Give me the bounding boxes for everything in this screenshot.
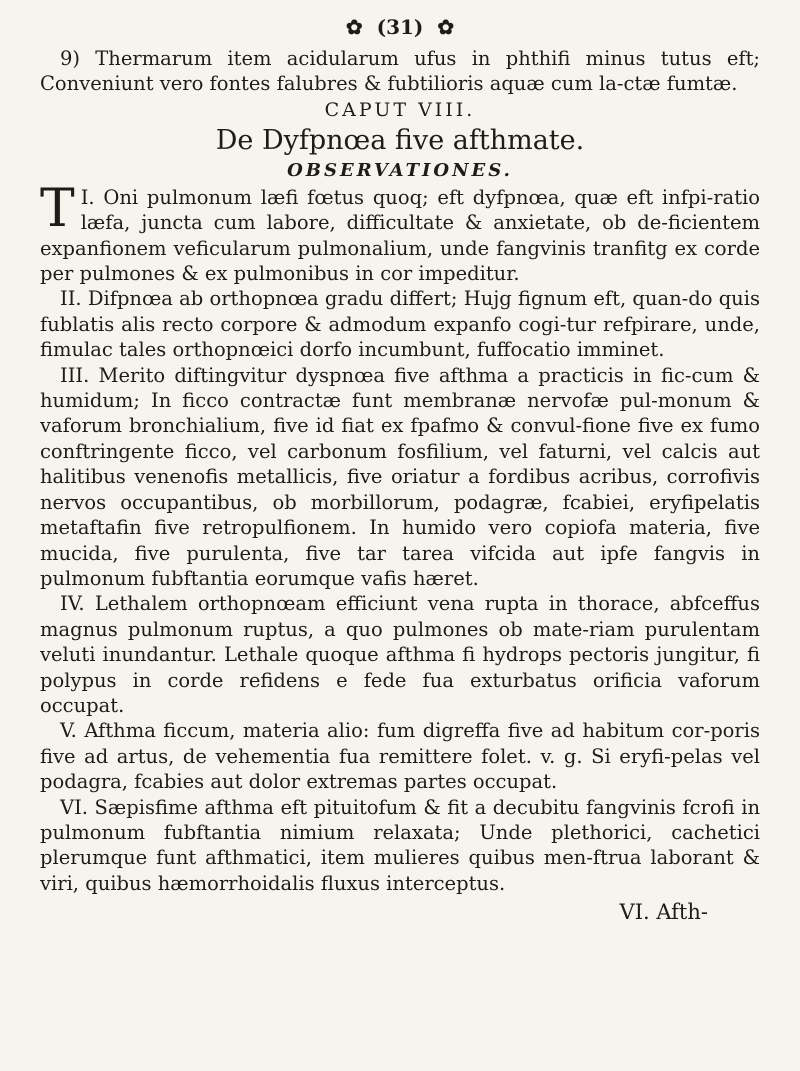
observation-6: [40, 795, 760, 897]
catchword: VI. Afth-: [619, 900, 708, 925]
text-block: [40, 46, 760, 926]
observations-heading: OBSERVATIONES.: [287, 159, 513, 181]
observation-5: [40, 718, 760, 794]
flower-ornament-icon: ✿: [437, 15, 455, 39]
page-header: [40, 8, 760, 46]
page-number: (31): [376, 15, 424, 39]
observation-2: [40, 286, 760, 362]
observation-text: Afthma ficcum, materia alio: fum digreffa five ad habitum cor-poris five ad artus, de vehementia fua remittere folet. v. g. Si eryfi-pelas vel podagra, fcabies aut dolor extremas partes occupat.: [40, 719, 760, 794]
observation-4: [40, 591, 760, 718]
intro-paragraph: 9) Thermarum item acidularum ufus in phthifi minus tutus eft; Conveniunt vero fontes falubres & fubtilioris aquæ cum la-ctæ fumtæ.: [40, 47, 760, 96]
observation-1: [40, 178, 761, 287]
observation-number: IV.: [60, 592, 85, 616]
observation-number: III.: [60, 363, 90, 387]
observation-3: [40, 363, 760, 592]
observation-number: I.: [80, 185, 95, 209]
drop-cap: T: [40, 178, 75, 239]
observation-number: V.: [60, 719, 77, 743]
observation-text: Merito diftingvitur dyspnœa five afthma a practicis in fic-cum & humidum; In ficco contractæ funt membranæ nervofæ pul-monum & vaforum bronchialium, five id fiat ex fpafmo & convul-fione five ex fumo conftringente ficco, vel carbonum fosfilium, vel faturni, vel calcis aut halitibus venenofis metallicis, five oriatur a fordibus acribus, corrofivis nervos occupantibus, ob morbillorum, podagræ, fcabiei, eryfipelatis metaftafin five retropulfionem. In humido vero copiofa materia, five mucida, five purulenta, five tar tarea vifcida aut ipfe fangvis in pulmonum fubftantia eorumque vafis hæret.: [40, 363, 760, 590]
observation-text: Oni pulmonum læfi fœtus quoq; eft dyfpnœa, quæ eft infpi-ratio læfa, juncta cum labore, difficultate & anxietate, ob de-ficientem expanfionem veficularum pulmonalium, unde fangvinis tranfitg ex corde per pulmones & ex pulmonibus in cor impeditur.: [40, 185, 761, 286]
observation-number: VI.: [60, 795, 88, 819]
chapter-label: CAPUT VIII.: [324, 98, 476, 121]
observation-number: II.: [60, 287, 82, 311]
observation-text: Sæpisfime afthma eft pituitofum & fit a decubitu fangvinis fcrofi in pulmonum fubftantia nimium relaxata; Unde plethorici, cachetici plerumque funt afthmatici, item mulieres quibus men-ftrua laborant & viri, quibus hæmorrhoidalis fluxus interceptus.: [40, 795, 761, 895]
section-title: De Dyfpnœa five afthmate.: [215, 124, 585, 156]
observation-text: Lethalem orthopnœam efficiunt vena rupta in thorace, abfceffus magnus pulmonum ruptus, a quo pulmones ob mate-riam purulentam veluti inundantur. Lethale quoque afthma fi hydrops pectoris jungitur, fi polypus in corde refidens e fede fua exturbatus orificia vaforum occupat.: [40, 592, 760, 717]
observation-text: Difpnœa ab orthopnœa gradu differt; Hujg fignum eft, quan-do quis fublatis alis recto corpore & admodum expanfo cogi-tur refpirare, unde, fimulac tales orthopnœici dorfo incumbunt, fuffocatio imminet.: [40, 287, 760, 362]
flower-ornament-icon: ✿: [345, 15, 363, 39]
